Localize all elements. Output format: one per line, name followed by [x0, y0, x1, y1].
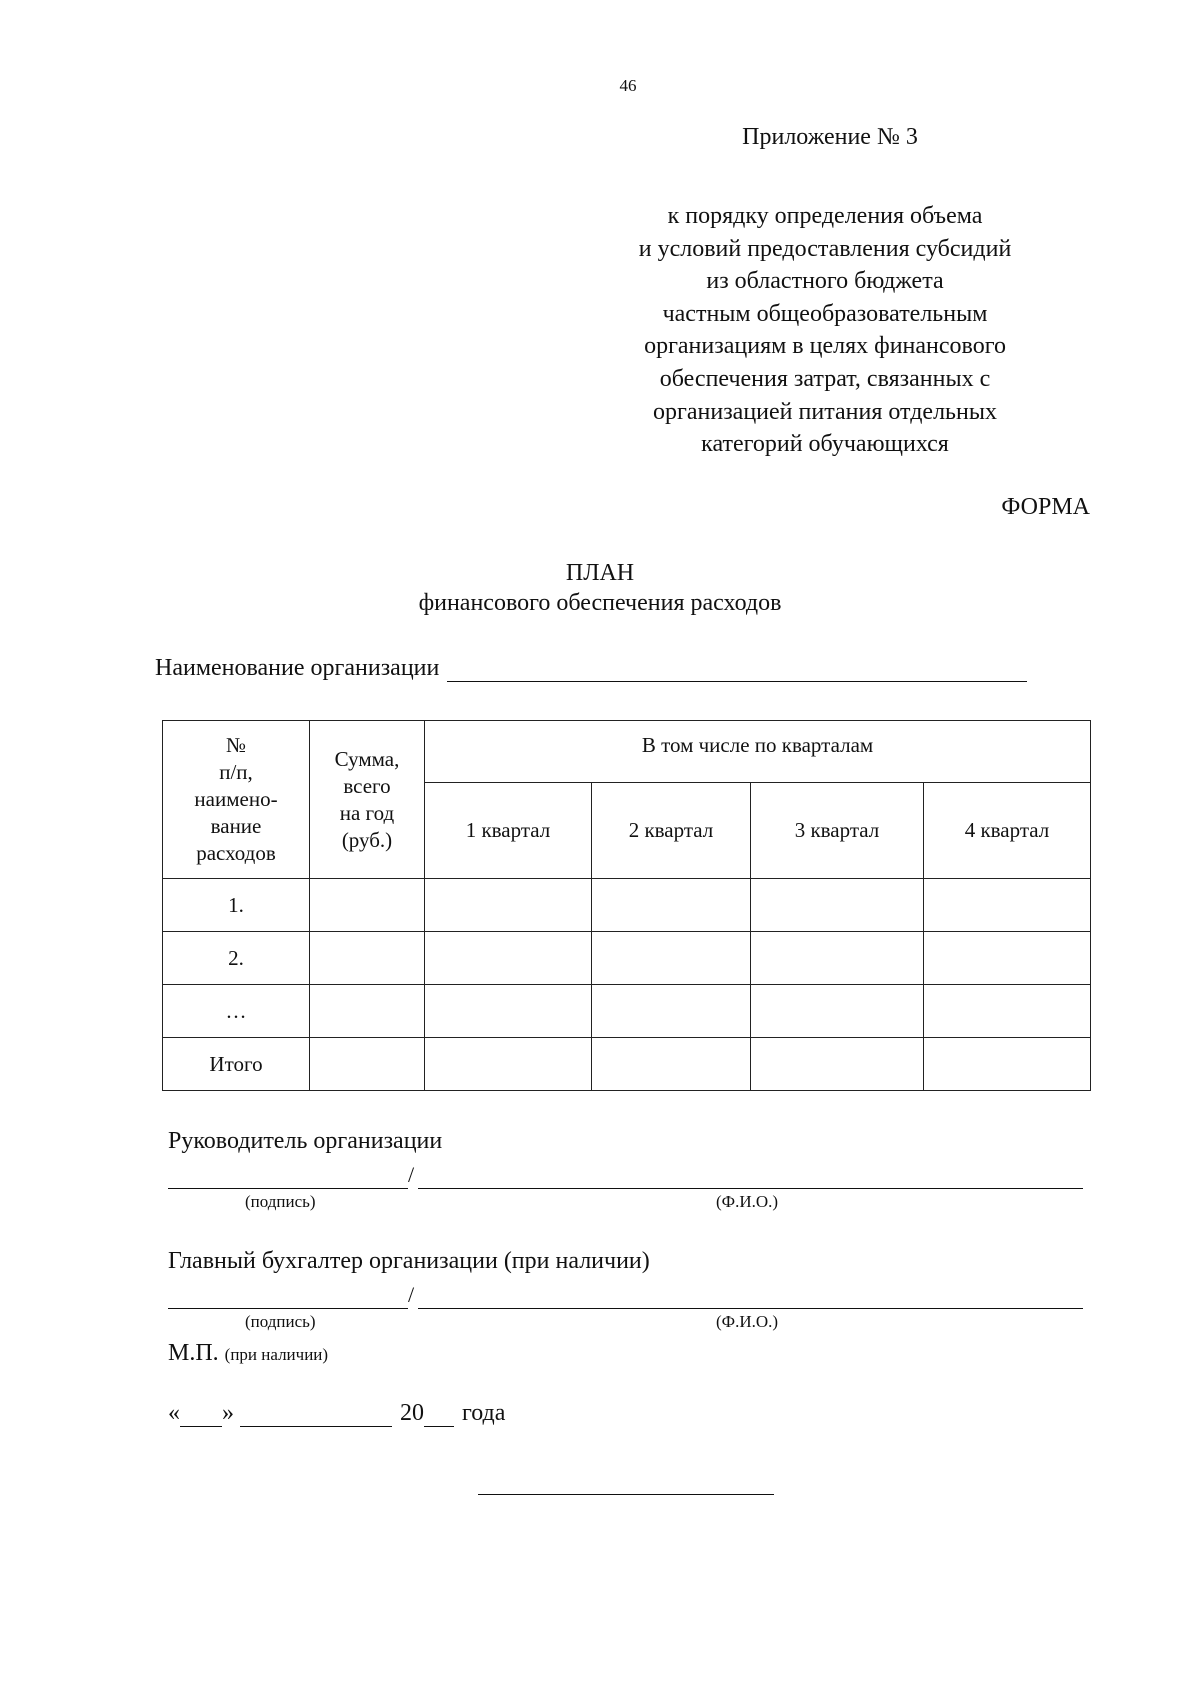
row-label: Итого [163, 1038, 310, 1091]
table-row-total [163, 1038, 1091, 1091]
cell-quarter-2[interactable] [592, 985, 751, 1038]
header-item-line: расходов [196, 841, 276, 865]
cell-annual-sum[interactable] [310, 879, 425, 932]
cell-annual-sum[interactable] [310, 932, 425, 985]
table-row [163, 985, 1091, 1038]
organization-name-line [155, 655, 1085, 682]
appendix-subtitle-line: частным общеобразовательным [662, 300, 988, 327]
head-name-caption: (Ф.И.О.) [716, 1192, 779, 1211]
cell-quarter-4[interactable] [924, 985, 1091, 1038]
cell-quarter-4[interactable] [924, 932, 1091, 985]
cell-quarter-2[interactable] [592, 879, 751, 932]
cell-quarter-1[interactable] [425, 985, 592, 1038]
stamp-place [168, 1340, 328, 1367]
accountant-name-field[interactable] [418, 1284, 1083, 1309]
head-name-field[interactable] [418, 1164, 1083, 1189]
plan-subtitle: финансового обеспечения расходов [418, 590, 782, 616]
accountant-signature-line [168, 1284, 1083, 1310]
appendix-subtitle-line: организациям в целях финансового [644, 333, 1006, 360]
date-open-quote: « [168, 1400, 180, 1426]
cell-quarter-1[interactable] [425, 1038, 592, 1091]
header-quarter-1: 1 квартал [425, 783, 592, 879]
cell-quarter-1[interactable] [425, 932, 592, 985]
header-sum-line: (руб.) [341, 827, 393, 852]
appendix-subtitle-line: из областного бюджета [706, 268, 944, 295]
appendix-subtitle-line: и условий предоставления субсидий [638, 235, 1012, 262]
cell-quarter-1[interactable] [425, 879, 592, 932]
header-item-line: наимено- [194, 787, 278, 811]
appendix-subtitle-line: обеспечения затрат, связанных с [659, 365, 991, 392]
date-close-quote: » [222, 1400, 234, 1426]
accountant-name-caption: (Ф.И.О.) [716, 1312, 779, 1331]
date-month-field[interactable] [240, 1404, 392, 1427]
expense-plan-table [162, 720, 1091, 1091]
date-year-suffix: года [462, 1400, 506, 1426]
cell-quarter-4[interactable] [924, 1038, 1091, 1091]
header-annual-sum [310, 721, 425, 879]
cell-quarter-4[interactable] [924, 879, 1091, 932]
cell-quarter-2[interactable] [592, 1038, 751, 1091]
plan-title: ПЛАН [565, 560, 635, 586]
header-sum-line: на год [339, 800, 395, 825]
cell-quarter-3[interactable] [751, 932, 924, 985]
header-item-number [163, 721, 310, 879]
head-signature-field[interactable] [168, 1164, 408, 1189]
accountant-signature-caption: (подпись) [245, 1312, 316, 1331]
form-label: ФОРМА [1001, 494, 1090, 520]
cell-annual-sum[interactable] [310, 1038, 425, 1091]
header-quarters-group: В том числе по кварталам [425, 721, 1091, 783]
organization-name-field[interactable] [447, 659, 1027, 682]
cell-annual-sum[interactable] [310, 985, 425, 1038]
cell-quarter-3[interactable] [751, 1038, 924, 1091]
organization-label: Наименование организации [155, 655, 440, 681]
cell-quarter-2[interactable] [592, 932, 751, 985]
header-quarter-2: 2 квартал [592, 783, 751, 879]
stamp-label: М.П. [168, 1340, 219, 1366]
head-title: Руководитель организации [168, 1128, 443, 1154]
date-year-prefix: 20 [400, 1400, 424, 1426]
appendix-subtitle [565, 200, 1085, 461]
header-quarter-3: 3 квартал [751, 783, 924, 879]
header-sum-line: всего [343, 773, 391, 798]
appendix-subtitle-line: организацией питания отдельных [653, 398, 997, 425]
header-quarter-4: 4 квартал [924, 783, 1091, 879]
end-divider [478, 1494, 774, 1495]
appendix-subtitle-line: к порядку определения объема [667, 203, 983, 229]
table-row [163, 879, 1091, 932]
accountant-signature-field[interactable] [168, 1284, 408, 1309]
table-row [163, 932, 1091, 985]
appendix-subtitle-line: категорий обучающихся [701, 431, 949, 458]
head-signature-caption: (подпись) [245, 1192, 316, 1211]
header-sum-line: Сумма, [334, 746, 400, 771]
stamp-note: (при наличии) [224, 1345, 329, 1364]
page-number: 46 [619, 76, 637, 95]
header-item-line: вание [210, 814, 262, 838]
cell-quarter-3[interactable] [751, 985, 924, 1038]
separator-slash: / [408, 1282, 415, 1307]
date-day-field[interactable] [180, 1404, 222, 1427]
header-item-line: п/п, [219, 760, 253, 784]
appendix-title: Приложение № 3 [742, 124, 918, 150]
row-label: 1. [163, 879, 310, 932]
date-line [168, 1400, 505, 1427]
row-label: … [163, 985, 310, 1038]
header-item-line: № [225, 733, 247, 757]
cell-quarter-3[interactable] [751, 879, 924, 932]
date-year-field[interactable] [424, 1404, 454, 1427]
head-signature-line [168, 1164, 1083, 1190]
separator-slash: / [408, 1162, 415, 1187]
accountant-title: Главный бухгалтер организации (при наличии) [168, 1248, 650, 1274]
row-label: 2. [163, 932, 310, 985]
